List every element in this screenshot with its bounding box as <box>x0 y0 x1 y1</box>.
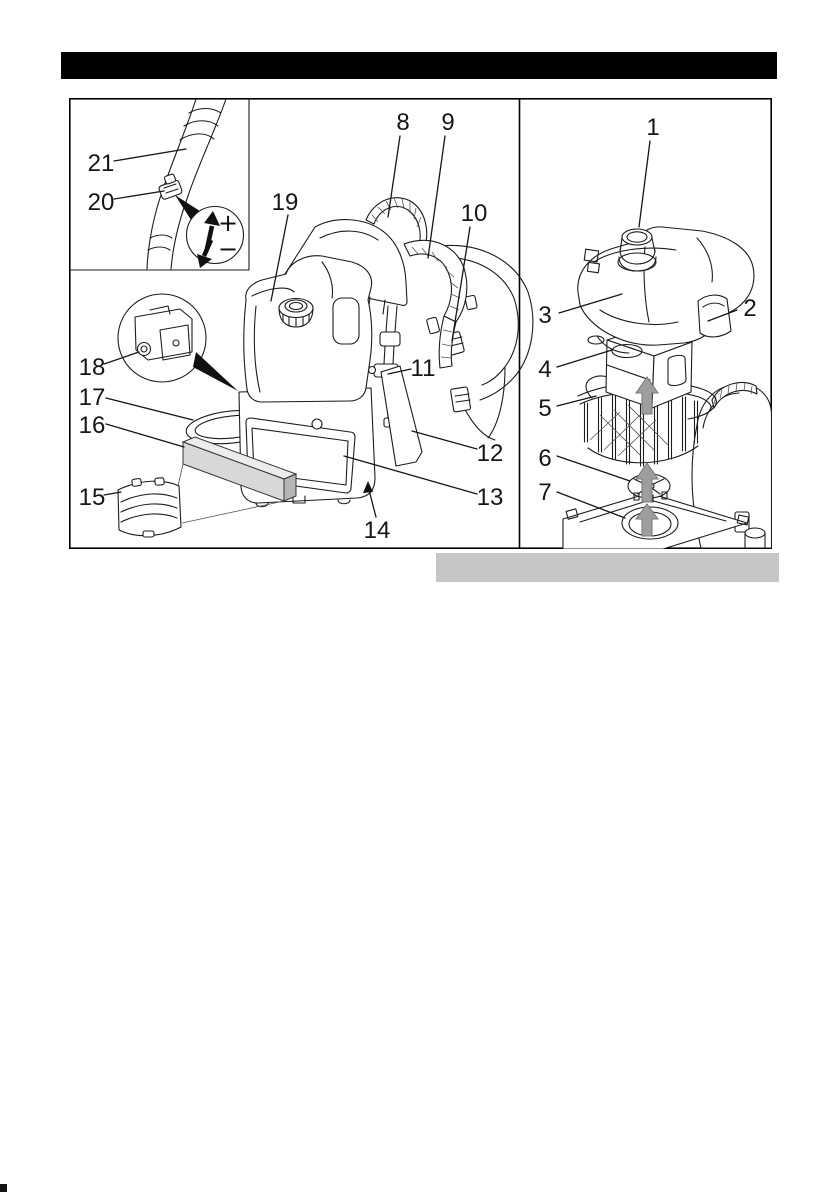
callout-20: 20 <box>87 189 115 216</box>
callout-21: 21 <box>87 150 115 177</box>
plus-sign: + <box>217 209 239 237</box>
callout-15: 15 <box>78 484 106 511</box>
callout-16: 16 <box>78 412 106 439</box>
callout-13: 13 <box>476 484 504 511</box>
latch-detail-circle <box>118 294 238 391</box>
callout-5: 5 <box>538 395 552 422</box>
callout-6: 6 <box>538 445 552 472</box>
callout-10: 10 <box>460 200 488 227</box>
callout-9: 9 <box>441 109 455 136</box>
callout-7: 7 <box>538 479 552 506</box>
callout-4: 4 <box>538 356 552 383</box>
pointer-wedge-icon <box>193 352 238 391</box>
container-lid <box>578 227 757 358</box>
redacted-title-bar <box>61 52 777 79</box>
tank <box>244 256 372 402</box>
grille-cover <box>118 478 181 537</box>
page-corner-mark <box>0 1184 7 1192</box>
redacted-caption-bar <box>436 553 779 582</box>
callout-2: 2 <box>743 295 757 322</box>
callout-19: 19 <box>271 189 299 216</box>
callout-11: 11 <box>410 355 436 382</box>
suction-slider <box>158 174 183 200</box>
callout-8: 8 <box>396 109 410 136</box>
figure-frame <box>69 98 772 549</box>
callout-1: 1 <box>646 114 660 141</box>
callout-14: 14 <box>363 517 391 544</box>
tank-cap <box>279 299 313 328</box>
callout-17: 17 <box>78 384 106 411</box>
parts-diagram <box>69 98 772 549</box>
suction-control-detail <box>187 207 244 269</box>
hose-inset <box>147 99 244 269</box>
callout-12: 12 <box>476 440 504 467</box>
lid-latch <box>698 295 731 337</box>
callout-18: 18 <box>78 354 106 381</box>
minus-sign: − <box>217 235 239 263</box>
callout-3: 3 <box>538 302 552 329</box>
exploded-view-right <box>563 227 772 549</box>
